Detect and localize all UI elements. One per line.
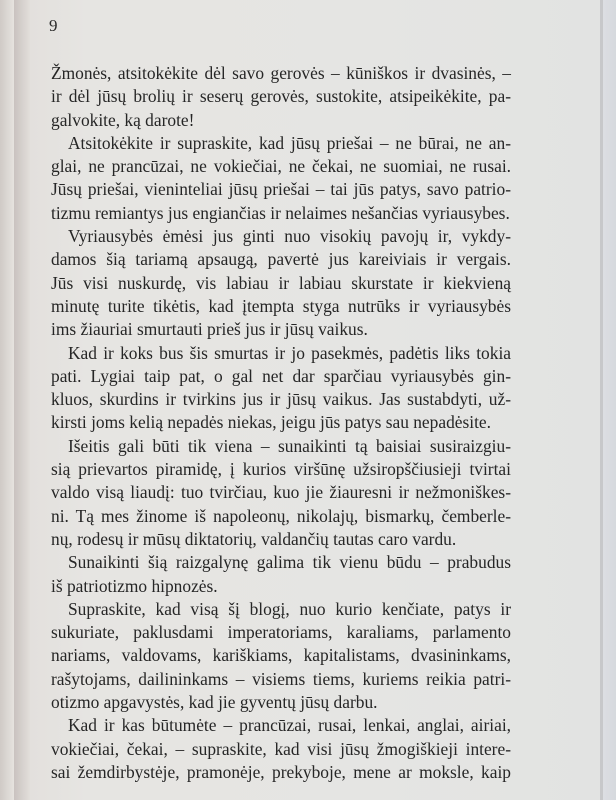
text-line: iš patriotizmo hipnozės.	[51, 575, 218, 596]
text-line: sai žemdirbystėje, pramonėje, prekyboje, mene ar moksle, kaip	[51, 761, 511, 782]
text-line: Išeitis gali būti tik viena – sunaikinti tą baisiai susiraizgiu-	[68, 435, 511, 456]
text-line: damos šią tariamą apsaugą, pavertė jus kareiviais ir vergais.	[51, 249, 511, 270]
paragraph	[51, 62, 511, 132]
text-line: sukuriate, paklusdami imperatoriams, karaliams, parlamento	[51, 622, 511, 643]
text-line: ir dėl jūsų brolių ir seserų gerovės, sustokite, atsipeikėkite, pa-	[51, 86, 511, 107]
paragraph	[51, 342, 511, 435]
text-line: Jūs visi nuskurdę, vis labiau ir labiau skurstate ir kiekvieną	[51, 272, 511, 293]
text-line: nų, rodesų ir mūsų diktatorių, valdančių tautas caro vardu.	[51, 528, 457, 549]
text-line: Supraskite, kad visą šį blogį, nuo kurio kenčiate, patys ir	[68, 598, 511, 619]
text-line: Žmonės, atsitokėkite dėl savo gerovės – kūniškos ir dvasinės, –	[51, 63, 511, 83]
text-line: tizmu remiantys jus engiančias ir nelaimes nešančias vyriausybes.	[51, 202, 510, 223]
paragraph	[51, 435, 511, 551]
text-line: sią prievartos piramidę, į kurios viršūnę užsiropščiusieji tvirtai	[51, 459, 511, 480]
paragraph	[51, 551, 511, 598]
text-line: kirsti joms kelią nepadės niekas, jeigu jūs patys sau nepadėsite.	[51, 412, 491, 433]
text-line: Atsitokėkite ir supraskite, kad jūsų priešai – ne būrai, ne an-	[68, 132, 511, 153]
text-line: valdo visą liaudį: tuo tvirčiau, kuo jie žiauresni ir nežmoniškes-	[51, 482, 511, 503]
text-line: Sunaikinti šią raizgalynę galima tik vienu būdu – prabudus	[68, 552, 511, 573]
text-line: Kad ir kas būtumėte – prancūzai, rusai, lenkai, anglai, airiai,	[68, 715, 511, 736]
text-line: nariams, valdovams, kariškiams, kapitalistams, dvasininkams,	[51, 645, 511, 666]
text-line: rašytojams, dailininkams – visiems tiems, kuriems reikia patri-	[51, 668, 511, 689]
text-line: Jūsų priešai, vieninteliai jūsų priešai – tai jūs patys, savo patrio-	[51, 179, 511, 200]
page-number: 9	[49, 16, 58, 35]
text-line: vokiečiai, čekai, – supraskite, kad visi jūsų žmogiškieji intere-	[51, 738, 511, 759]
paragraph	[51, 225, 511, 341]
text-line: kluos, skurdins ir tvirkins jus ir jūsų vaikus. Jas sustabdyti, už-	[51, 389, 511, 410]
text-line: ni. Tą mes žinome iš napoleonų, nikolajų, bismarkų, čemberle-	[51, 505, 511, 526]
text-line: glai, ne prancūzai, ne vokiečiai, ne čekai, ne suomiai, ne rusai.	[51, 156, 511, 177]
paragraph	[51, 598, 511, 714]
background-surface	[603, 0, 616, 800]
paragraph	[51, 714, 511, 784]
text-line: ims žiauriai smurtauti prieš jus ir jūsų vaikus.	[51, 319, 368, 340]
text-line: otizmo apgavystės, kad jie gyventų jūsų darbu.	[51, 692, 378, 713]
previous-page-edge	[0, 0, 14, 800]
paragraph	[51, 132, 511, 225]
text-line: Vyriausybės ėmėsi jus ginti nuo visokių pavojų ir, vykdy-	[68, 226, 511, 247]
page-body-text	[51, 62, 511, 784]
text-line: galvokite, ką darote!	[51, 109, 195, 130]
text-line: pati. Lygiai taip pat, o gal net dar sparčiau vyriausybės gin-	[51, 365, 511, 386]
text-line: minutę turite tikėtis, kad įtempta styga nutrūks ir vyriausybės	[51, 295, 511, 316]
text-line: Kad ir koks bus šis smurtas ir jo pasekmės, padėtis liks tokia	[68, 342, 511, 363]
